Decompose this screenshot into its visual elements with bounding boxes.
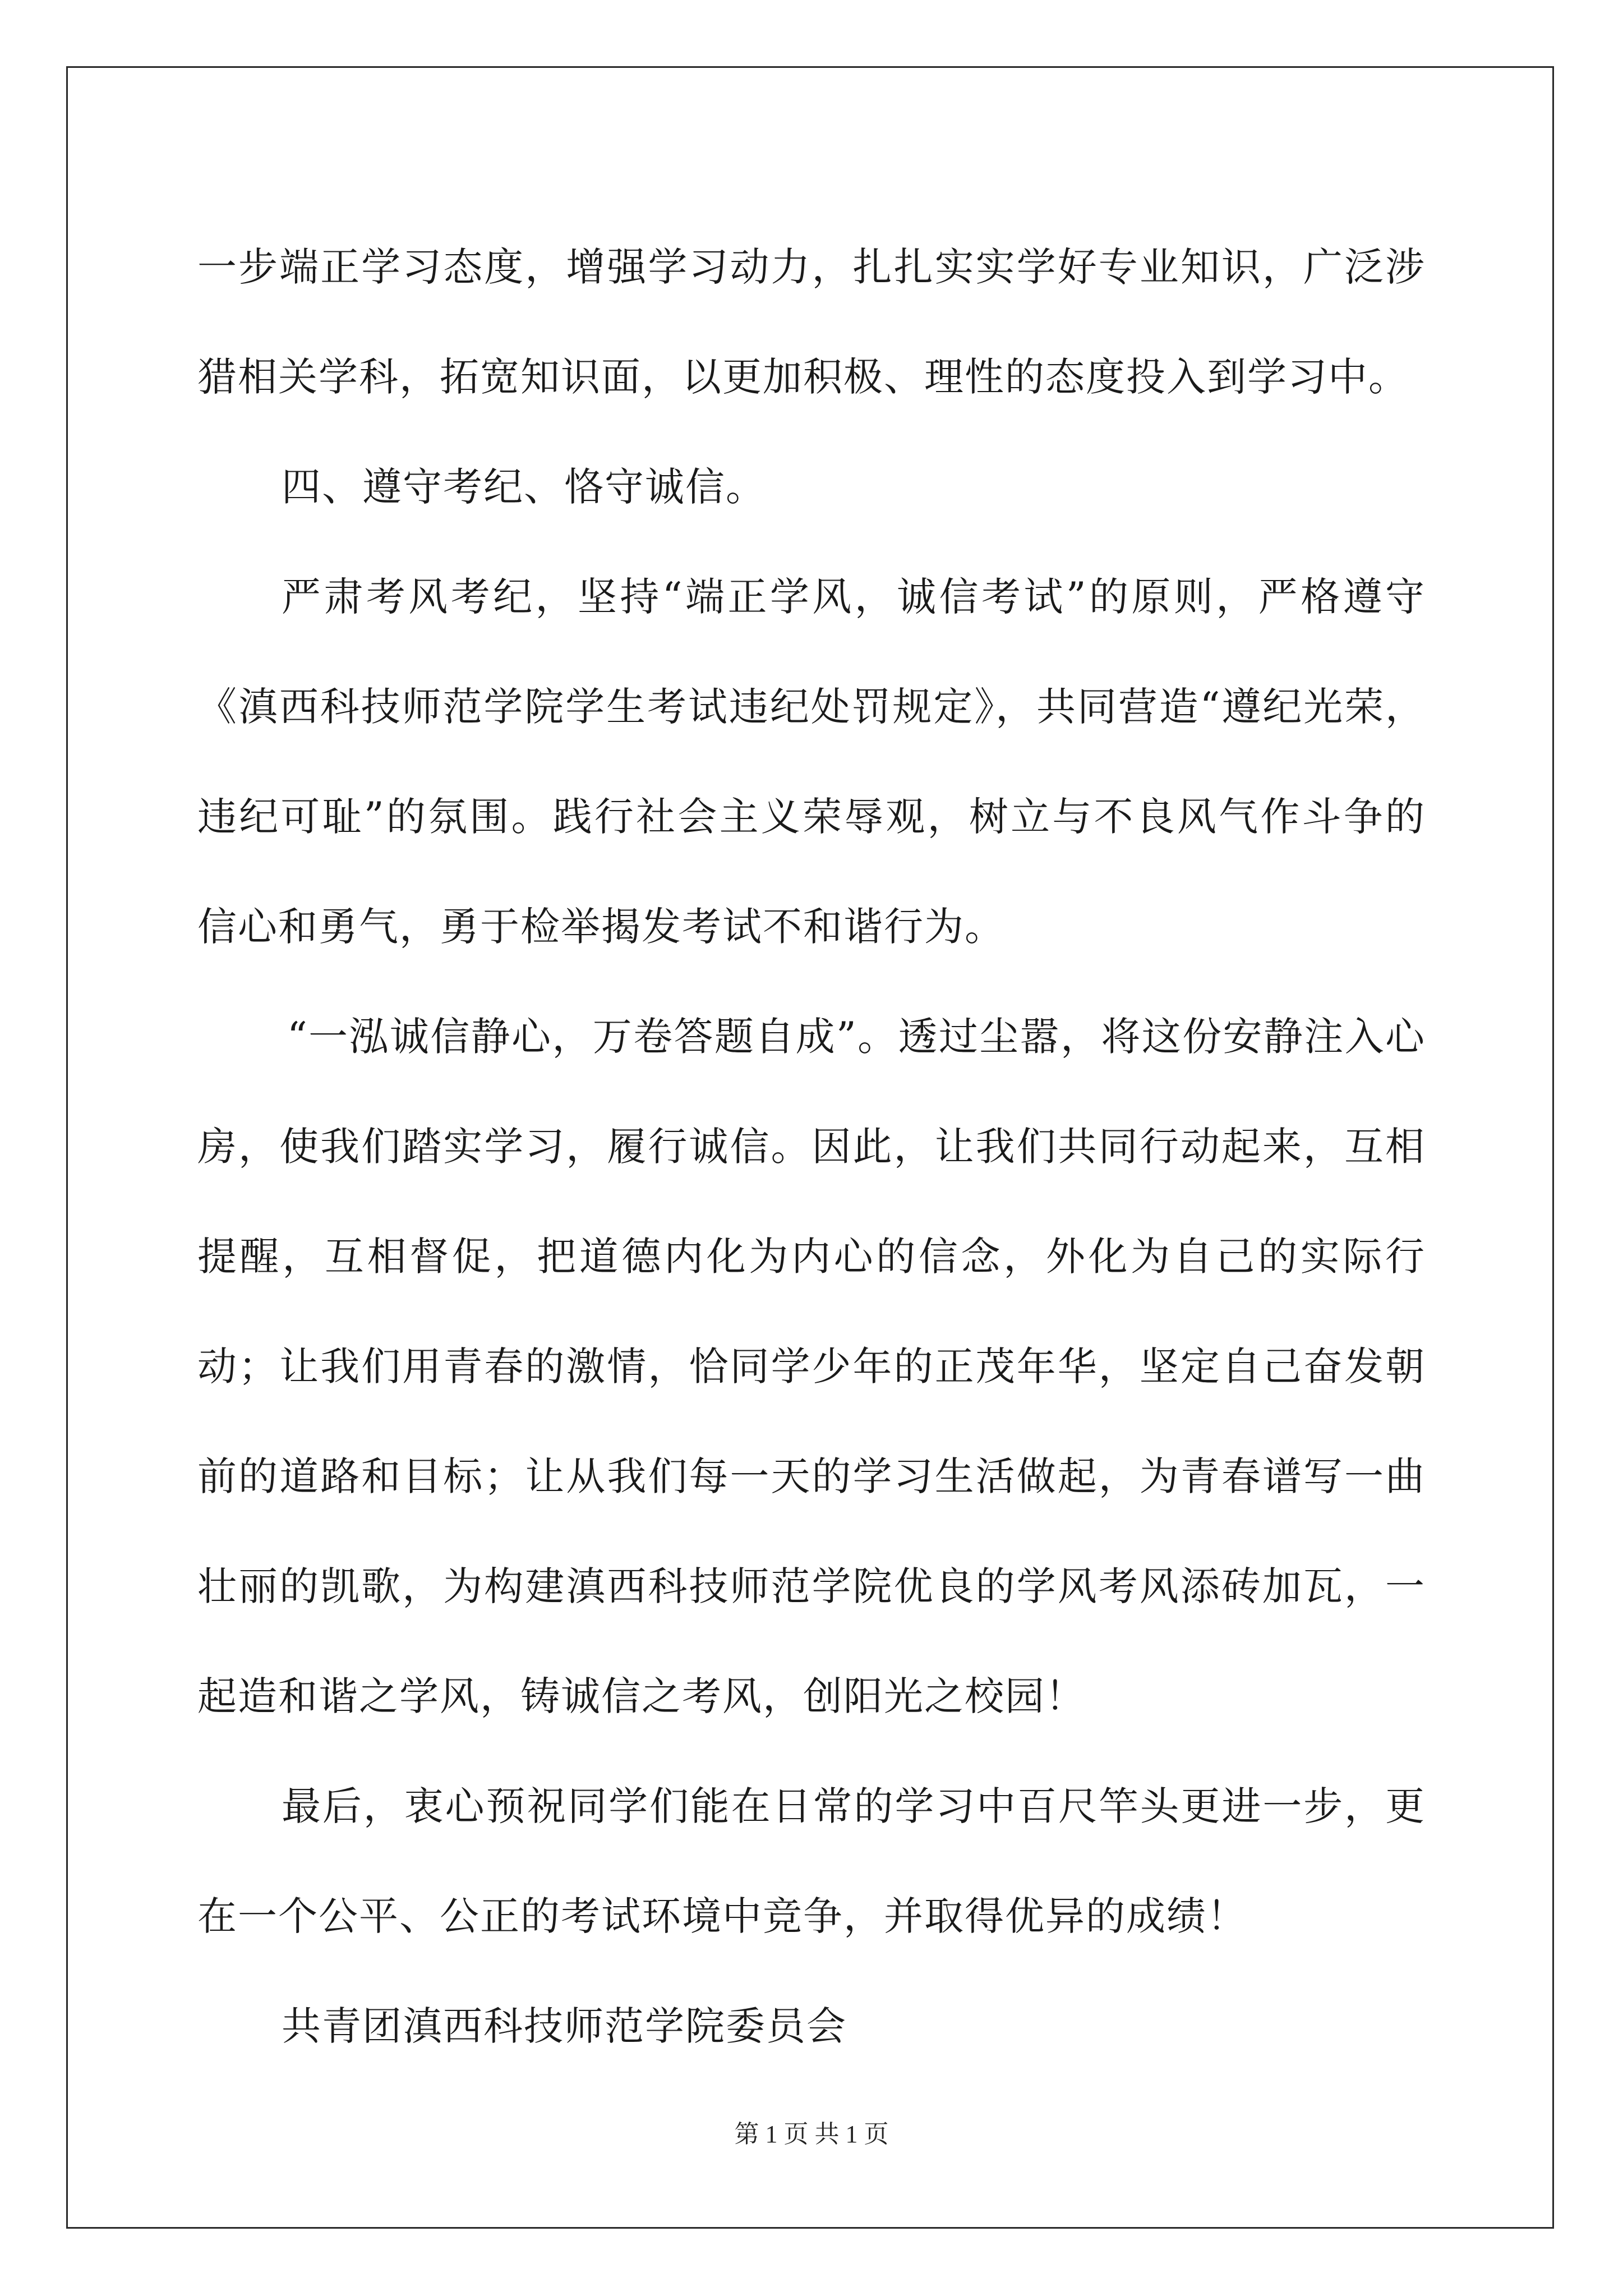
signature-organization: 共青团滇西科技师范学院委员会 — [282, 2003, 847, 2049]
paragraph-continuation: 一步端正学习态度，增强学习动力，扎扎实实学好专业知识，广泛涉猎相关学科，拓宽知识面，以更加积极、理性的态度投入到学习中。 — [197, 244, 1426, 400]
paragraph-closing-wish: 最后，衷心预祝同学们能在日常的学习中百尺竿头更进一步，更在一个公平、公正的考试环境中竞争，并取得优异的成绩！ — [197, 1783, 1426, 1939]
document-body — [197, 212, 1426, 2081]
section-heading-four: 四、遵守考纪、恪守诚信。 — [282, 464, 766, 510]
page-number-footer: 第 1 页 共 1 页 — [734, 2120, 889, 2148]
paragraph-exam-discipline: 严肃考风考纪，坚持“端正学风，诚信考试”的原则，严格遵守《滇西科技师范学院学生考试违纪处罚规定》，共同营造“遵纪光荣，违纪可耻”的氛围。践行社会主义荣辱观，树立与不良风气作斗争的信心和勇气，勇于检举揭发考试不和谐行为。 — [197, 574, 1426, 950]
paragraph-integrity-call: “一泓诚信静心，万卷答题自成”。透过尘嚣，将这份安静注入心房，使我们踏实学习，履行诚信。因此，让我们共同行动起来，互相提醒，互相督促，把道德内化为内心的信念，外化为自己的实际行动；让我们用青春的激情，恰同学少年的正茂年华，坚定自己奋发朝前的道路和目标；让从我们每一天的学习生活做起，为青春谱写一曲壮丽的凯歌，为构建滇西科技师范学院优良的学风考风添砖加瓦，一起造和谐之学风，铸诚信之考风，创阳光之校园！ — [197, 1014, 1426, 1719]
